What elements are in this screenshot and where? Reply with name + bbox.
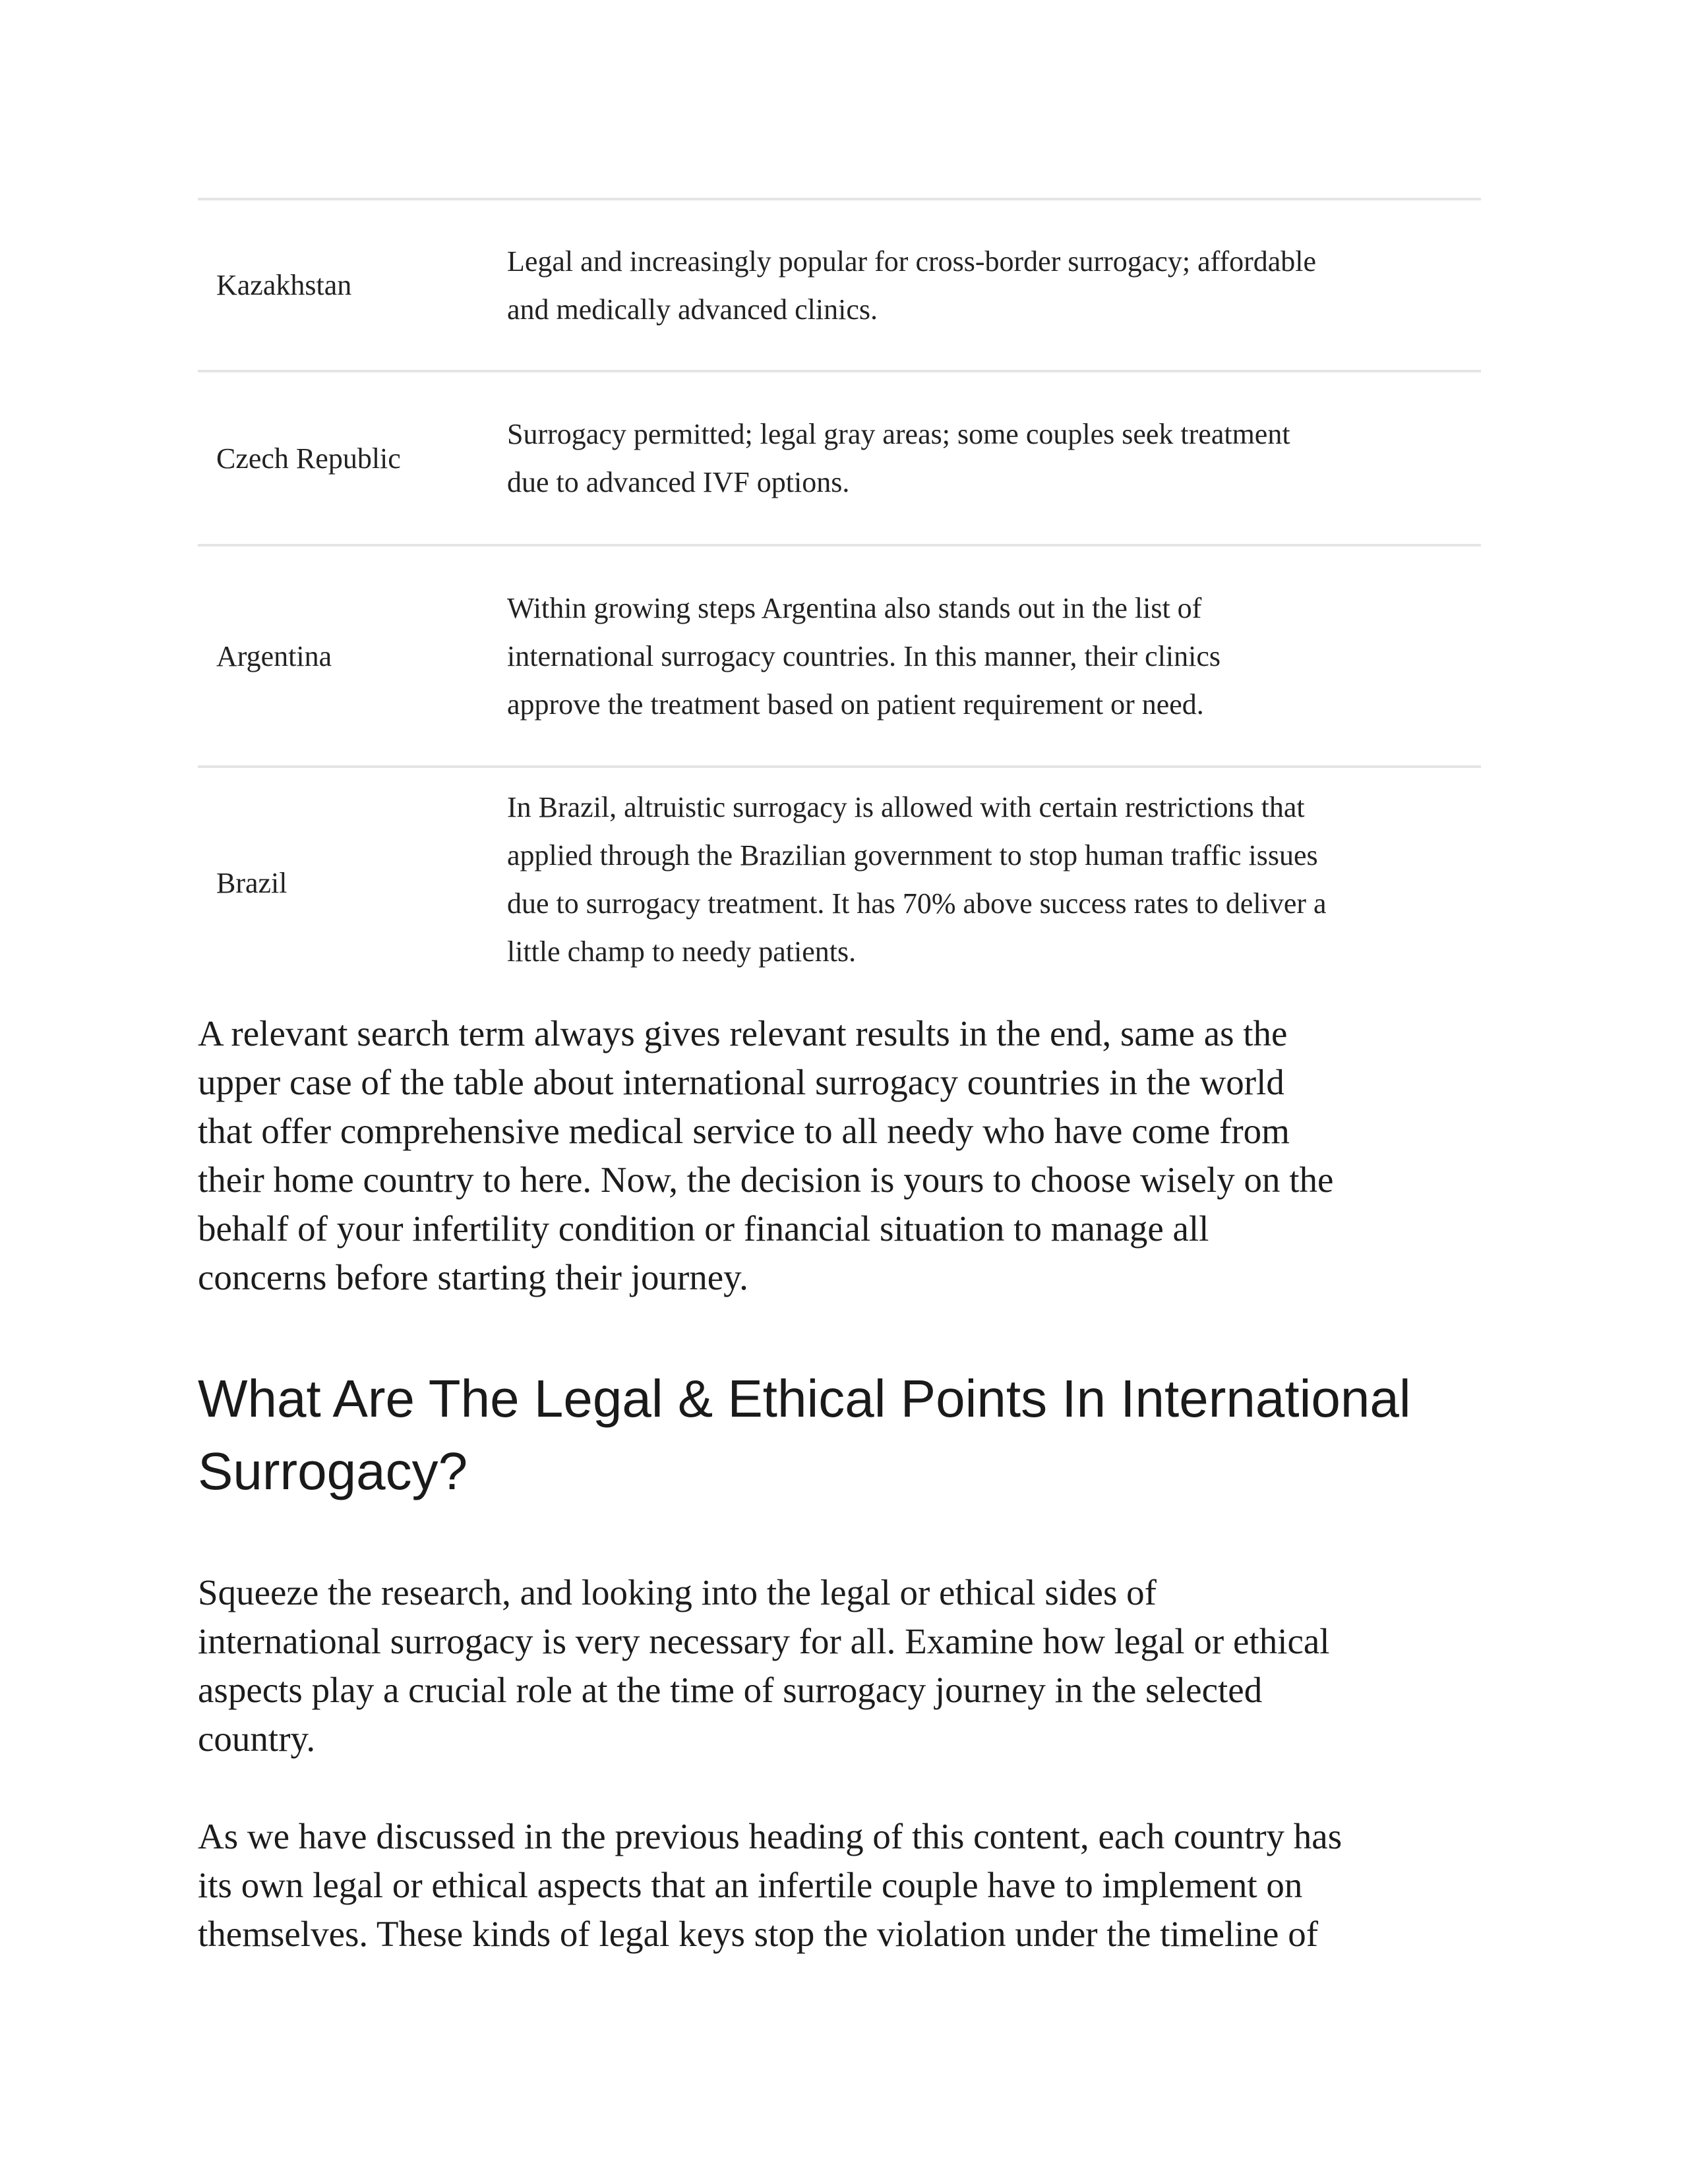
- country-description: [506, 199, 1481, 371]
- country-name: Czech Republic: [198, 371, 506, 545]
- table-row: [198, 545, 1481, 767]
- section-heading: [198, 1363, 1481, 1508]
- description-line: due to surrogacy treatment. It has 70% above success rates to deliver a: [507, 887, 1327, 920]
- paragraph-line: themselves. These kinds of legal keys stop the violation under the timeline of: [198, 1914, 1319, 1954]
- paragraph-line: that offer comprehensive medical service to all needy who have come from: [198, 1111, 1290, 1151]
- description-line: Surrogacy permitted; legal gray areas; some couples seek treatment: [507, 418, 1290, 450]
- table-row: [198, 371, 1481, 545]
- paragraph-line: behalf of your infertility condition or financial situation to manage all: [198, 1208, 1209, 1249]
- summary-paragraph: [198, 1009, 1481, 1302]
- heading-line: What Are The Legal & Ethical Points In International: [198, 1369, 1411, 1428]
- paragraph-line: country.: [198, 1719, 316, 1759]
- country-name: Kazakhstan: [198, 199, 506, 371]
- description-line: little champ to needy patients.: [507, 935, 857, 968]
- country-description: [506, 767, 1481, 997]
- country-description: [506, 545, 1481, 767]
- table-row: [198, 767, 1481, 997]
- paragraph-line: aspects play a crucial role at the time of surrogacy journey in the selected: [198, 1670, 1263, 1710]
- description-line: and medically advanced clinics.: [507, 293, 878, 326]
- table-row: [198, 199, 1481, 371]
- paragraph-line: Squeeze the research, and looking into the legal or ethical sides of: [198, 1572, 1157, 1612]
- paragraph-line: A relevant search term always gives relevant results in the end, same as the: [198, 1013, 1288, 1053]
- description-line: due to advanced IVF options.: [507, 466, 850, 498]
- description-line: Within growing steps Argentina also stands out in the list of: [507, 591, 1202, 624]
- research-paragraph: [198, 1568, 1481, 1763]
- surrogacy-countries-table: [198, 198, 1481, 997]
- legal-aspects-paragraph: [198, 1812, 1481, 1959]
- country-description: [506, 371, 1481, 545]
- description-line: approve the treatment based on patient requirement or need.: [507, 688, 1204, 721]
- paragraph-line: upper case of the table about international surrogacy countries in the world: [198, 1062, 1284, 1102]
- country-name: Brazil: [198, 767, 506, 997]
- description-line: international surrogacy countries. In this manner, their clinics: [507, 639, 1221, 672]
- description-line: In Brazil, altruistic surrogacy is allowed with certain restrictions that: [507, 790, 1305, 823]
- heading-line: Surrogacy?: [198, 1442, 468, 1500]
- document-page: [198, 198, 1481, 1959]
- description-line: Legal and increasingly popular for cross-border surrogacy; affordable: [507, 245, 1317, 278]
- paragraph-line: its own legal or ethical aspects that an infertile couple have to implement on: [198, 1865, 1303, 1905]
- country-name: Argentina: [198, 545, 506, 767]
- paragraph-line: international surrogacy is very necessary for all. Examine how legal or ethical: [198, 1621, 1330, 1661]
- paragraph-line: concerns before starting their journey.: [198, 1257, 748, 1297]
- paragraph-line: their home country to here. Now, the decision is yours to choose wisely on the: [198, 1160, 1334, 1200]
- paragraph-line: As we have discussed in the previous heading of this content, each country has: [198, 1816, 1342, 1856]
- description-line: applied through the Brazilian government to stop human traffic issues: [507, 839, 1318, 871]
